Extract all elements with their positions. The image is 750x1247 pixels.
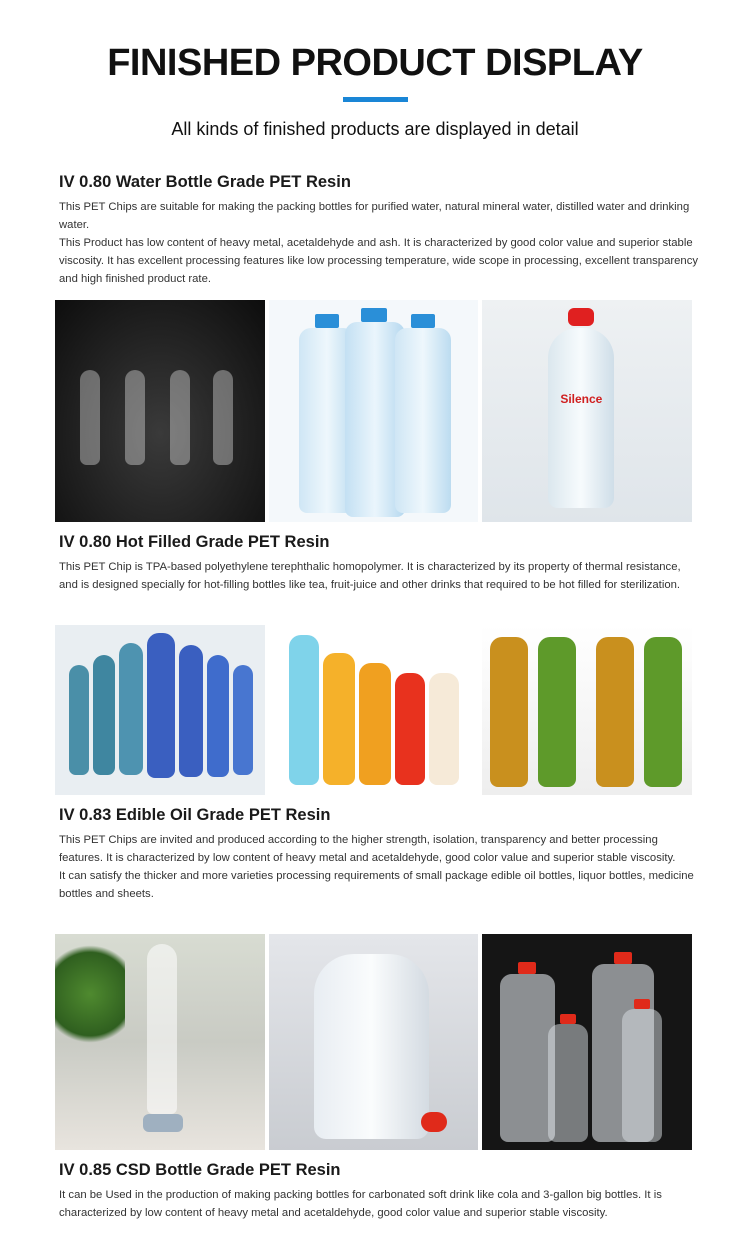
section-heading: IV 0.80 Hot Filled Grade PET Resin (59, 533, 330, 551)
image-row-water (55, 300, 692, 522)
mineral-water-bottle-photo (482, 300, 692, 522)
oil-bottles-photo (482, 934, 692, 1150)
section-edible-oil (59, 805, 699, 903)
page-title: FINISHED PRODUCT DISPLAY (107, 42, 643, 84)
blue-preforms-photo (55, 625, 265, 795)
image-row-edible-oil (55, 934, 692, 1150)
section-heading: IV 0.80 Water Bottle Grade PET Resin (59, 173, 351, 191)
juice-bottles-photo (269, 625, 479, 795)
section-text: This Product has low content of heavy metal, acetaldehyde and ash. It is characterized by good color value and superior stable viscosity. It has excellent processing features like low processing temperature, wide scope in processing, excellent transparency and high finished product rate. (59, 237, 699, 285)
section-water-bottle (59, 172, 699, 288)
section-hot-filled (59, 532, 699, 594)
section-text: It can satisfy the thicker and more varieties processing requirements of small package edible oil bottles, liquor bottles, medicine bottles and sheets. (59, 870, 694, 900)
section-text: This PET Chips are invited and produced according to the higher strength, isolation, transparency and better processing features. It is characterized by low content of heavy metal and acetaldehyde, good color value and superior stable viscosity. (59, 834, 676, 864)
tea-bottles-photo (482, 625, 692, 795)
section-heading: IV 0.83 Edible Oil Grade PET Resin (59, 806, 331, 824)
bottle-label-text: Silence (560, 392, 603, 406)
image-row-hot-filled (55, 625, 692, 795)
section-text: characterized by low content of heavy metal and acetaldehyde, good color value and superior stable viscosity. (59, 1207, 608, 1219)
clear-preforms-photo (55, 300, 265, 522)
title-underline (343, 97, 408, 102)
section-text: This PET Chips are suitable for making the packing bottles for purified water, natural mineral water, distilled water and drinking water. (59, 201, 690, 231)
section-heading: IV 0.85 CSD Bottle Grade PET Resin (59, 1161, 341, 1179)
page-subtitle: All kinds of finished products are displayed in detail (171, 119, 579, 139)
test-tube-preform-photo (55, 934, 265, 1150)
section-text: It can be Used in the production of making packing bottles for carbonated soft drink like cola and 3-gallon big bottles. It is (59, 1189, 662, 1201)
oil-jug-photo (269, 934, 479, 1150)
water-bottles-photo (269, 300, 479, 522)
section-text: This PET Chip is TPA-based polyethylene terephthalic homopolymer. It is characterized by its property of thermal resistance, and is designed specially for hot-filling bottles like tea, fruit-juice and other drinks that required to be hot filled for sterilization. (59, 561, 681, 591)
section-csd-bottle (59, 1160, 699, 1222)
